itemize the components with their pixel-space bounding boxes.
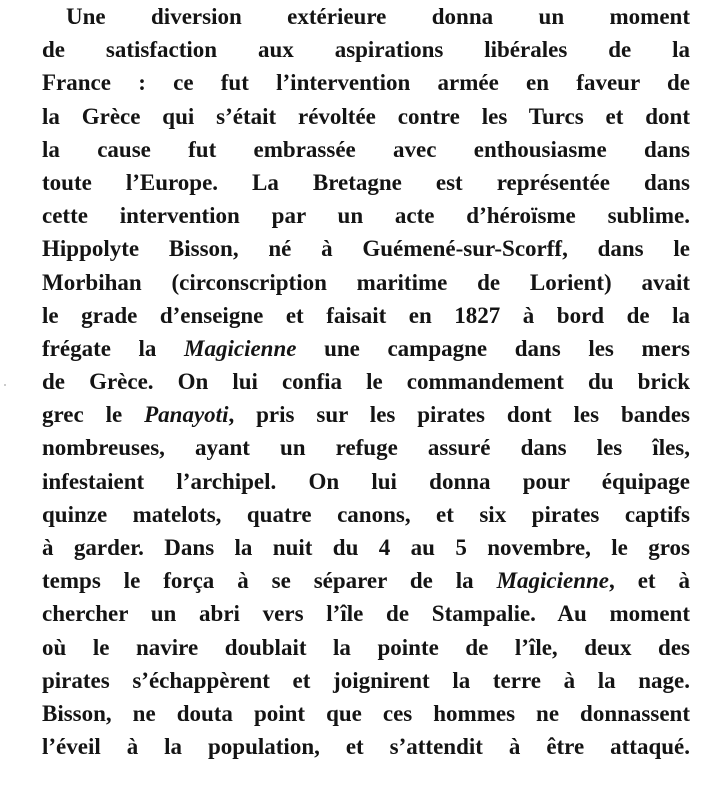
text-segment: Bisson, ne douta point que ces hommes ne donnassent	[42, 700, 690, 726]
text-line	[42, 33, 690, 66]
text-segment: pirates s’échappèrent et joignirent la terre à la nage.	[42, 667, 690, 693]
text-line	[42, 266, 690, 299]
text-line	[42, 365, 690, 398]
text-line	[42, 564, 690, 597]
text-segment: la Grèce qui s’était révoltée contre les Turcs et dont	[42, 103, 690, 129]
text-line	[42, 531, 690, 564]
text-line	[42, 66, 690, 99]
text-segment: Morbihan (circonscription maritime de Lorient) avait	[42, 269, 690, 295]
text-segment: à garder. Dans la nuit du 4 au 5 novembre, le gros	[42, 535, 690, 560]
text-segment: le grade d’enseigne et faisait en 1827 à bord de la	[42, 302, 690, 328]
text-segment: Hippolyte Bisson, né à Guémené-sur-Scorff, dans le	[42, 236, 690, 262]
text-segment: quinze matelots, quatre canons, et six pirates captifs	[42, 501, 690, 527]
text-line	[42, 232, 690, 265]
text-line	[42, 100, 690, 133]
text-segment: nombreuses, ayant un refuge assuré dans les îles,	[42, 435, 690, 461]
text-segment: frégate la	[42, 335, 185, 361]
text-segment: une campagne dans les mers	[296, 335, 691, 361]
paper-speck	[4, 384, 6, 386]
text-line	[42, 299, 690, 332]
text-segment: Une diversion extérieure donna un moment	[66, 4, 690, 29]
text-line	[42, 199, 690, 232]
text-line	[42, 398, 690, 431]
text-segment: cette intervention par un acte d’héroïsme sublime.	[42, 203, 690, 229]
text-line	[42, 332, 690, 365]
text-line	[42, 498, 690, 531]
text-line	[42, 664, 690, 697]
text-line	[42, 730, 690, 763]
text-segment: France : ce fut l’intervention armée en faveur de	[42, 70, 690, 96]
text-line	[42, 0, 690, 33]
text-line	[42, 465, 690, 498]
text-segment: chercher un abri vers l’île de Stampalie. Au moment	[42, 601, 690, 627]
text-line	[42, 697, 690, 730]
text-segment: la cause fut embrassée avec enthousiasme dans	[42, 136, 690, 162]
paragraph	[42, 0, 690, 763]
text-line	[42, 166, 690, 199]
text-segment: infestaient l’archipel. On lui donna pour équipage	[42, 468, 690, 494]
text-segment: toute l’Europe. La Bretagne est représentée dans	[42, 169, 690, 195]
text-segment: de Grèce. On lui confia le commandement du brick	[42, 369, 690, 395]
text-line	[42, 431, 690, 464]
italic-text-segment: Magicienne	[496, 568, 610, 594]
text-segment: , et à	[609, 568, 690, 594]
text-segment: grec le	[42, 402, 145, 428]
text-line	[42, 631, 690, 664]
italic-text-segment: Panayoti	[144, 402, 229, 428]
text-segment: de satisfaction aux aspirations libérales de la	[42, 37, 690, 63]
text-segment: l’éveil à la population, et s’attendit à être attaqué.	[42, 734, 690, 760]
text-line	[42, 133, 690, 166]
text-segment: , pris sur les pirates dont les bandes	[228, 402, 690, 428]
text-line	[42, 597, 690, 630]
text-segment: où le navire doublait la pointe de l’île, deux des	[42, 634, 690, 660]
text-segment: temps le força à se séparer de la	[42, 568, 497, 594]
italic-text-segment: Magicienne	[184, 335, 297, 361]
